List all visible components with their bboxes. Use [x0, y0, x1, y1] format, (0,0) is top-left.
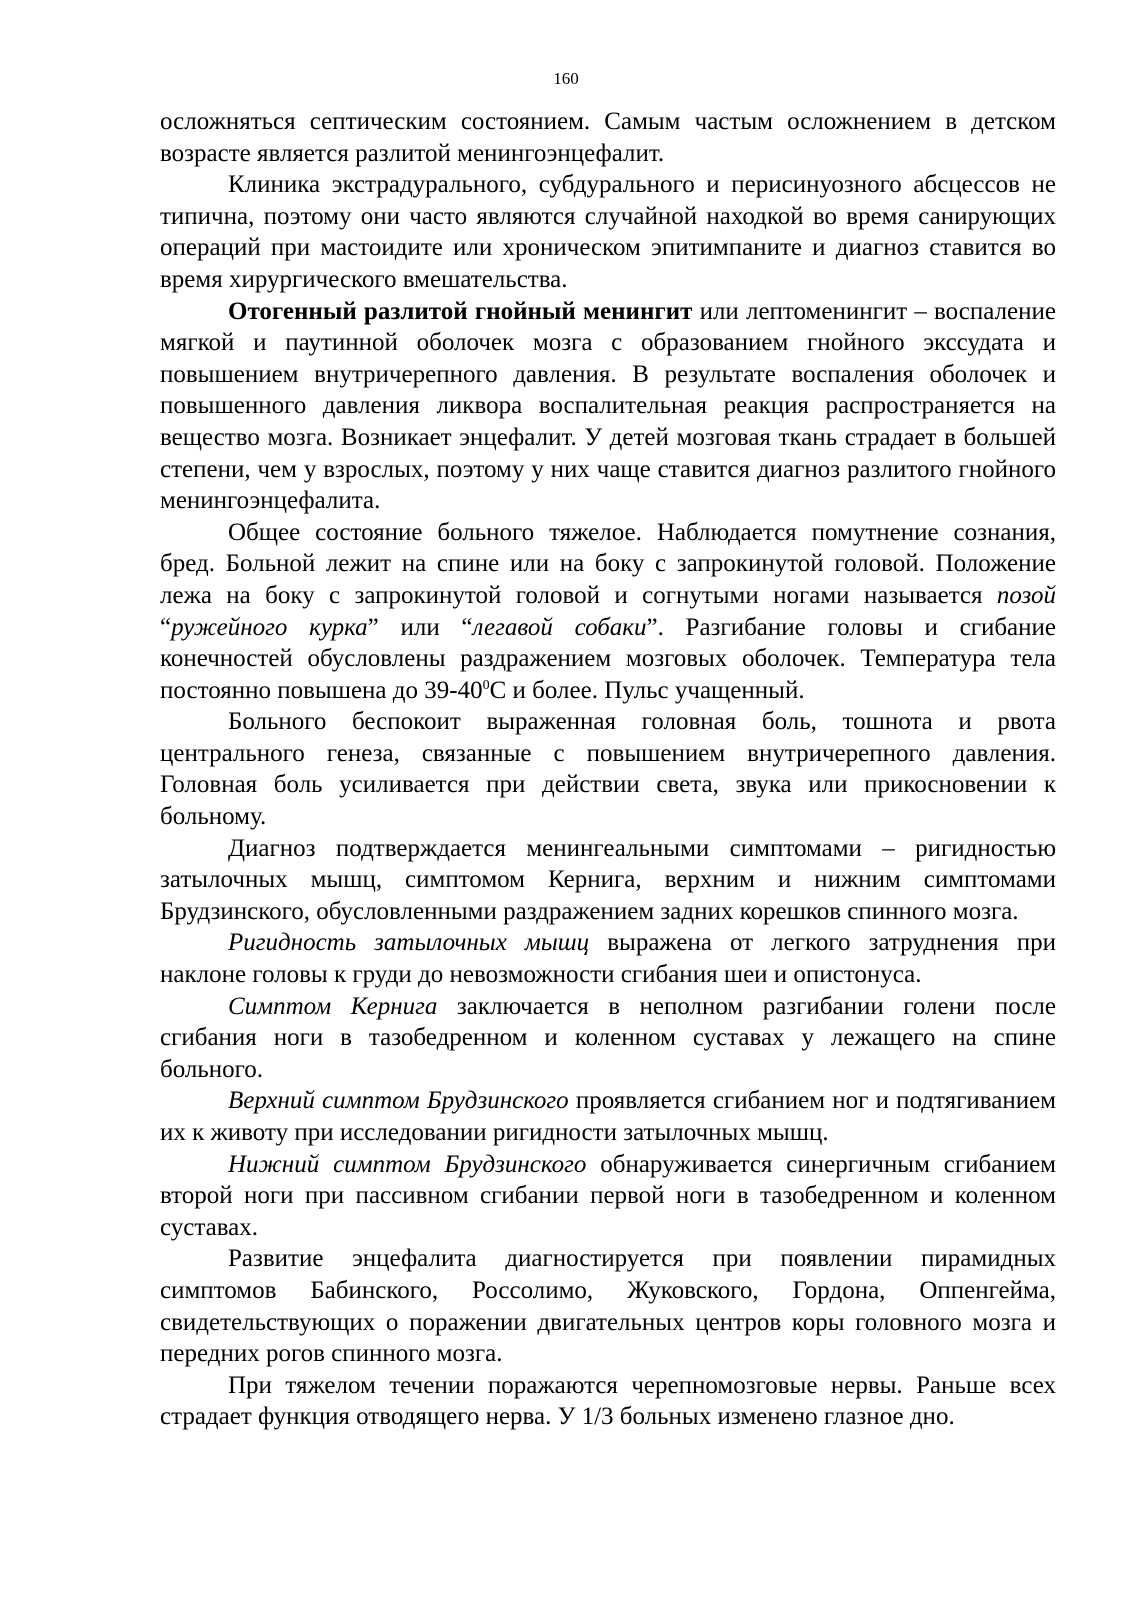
paragraph-4-text-e: С и более. Пульс учащенный. — [489, 676, 805, 704]
paragraph-2: Клиника экстрадурального, субдурального и перисинуозного абсцессов не типична, поэтому они часто являются случайной находкой во время санирующих операций при мастоидите или хроническом эпитимпаните и диагноз ставится во время хирургического вмешательства. — [160, 171, 1056, 293]
term-kernig-sign: Симптом Кернига — [228, 992, 438, 1020]
paragraph-7-text: выражена от легкого затруднения при наклоне головы к груди до невозможности сгибания шеи и опистонуса. — [160, 929, 1056, 989]
paragraph-4-text-a: Общее состояние больного тяжелое. Наблюдается помутнение сознания, бред. Больной лежит на спине или на боку с запрокинутой головой. Положение лежа на боку с запрокинутой головой и согнутыми ногами называется — [160, 518, 1056, 609]
paragraph-4 — [160, 517, 1056, 707]
paragraph-11: Развитие энцефалита диагностируется при появлении пирамидных симптомов Бабинского, Россолимо, Жуковского, Гордона, Оппенгейма, свидетельствующих о поражении двигательных центров коры головного мозга и передних рогов спинного мозга. — [160, 1245, 1056, 1368]
page-number: 160 — [553, 69, 579, 88]
paragraph-4-text-c: ” или “ — [367, 613, 473, 641]
term-gun-trigger: ружейного курка — [171, 613, 368, 641]
paragraph-3-text: или лептоменингит – воспаление мягкой и паутинной оболочек мозга с образованием гнойного экссудата и повышением внутричерепного давления. В результате воспаления оболочек и повышенного давления ликвора воспалительная реакция распространяется на вещество мозга. Возникает энцефалит. У детей мозговая ткань страдает в большей степени, чем у взрослых, поэтому у них чаще ставится диагноз разлитого гнойного менингоэнцефалита. — [160, 297, 1056, 515]
term-upper-brudzinski: Верхний симптом Брудзинского — [228, 1087, 569, 1115]
paragraph-6: Диагноз подтверждается менингеальными симптомами – ригидностью затылочных мышц, симптомом Кернига, верхним и нижним симптомами Брудзинского, обусловленными раздражением задних корешков спинного мозга. — [160, 834, 1056, 925]
paragraph-9-text: проявляется сгибанием ног и подтягиванием их к животу при исследовании ригидности затылочных мышц. — [160, 1087, 1056, 1146]
paragraph-10-text: обнаруживается синергичным сгибанием второй ноги при пассивном сгибании первой ноги в тазобедренном и коленном суставах. — [160, 1150, 1056, 1241]
paragraph-7 — [160, 927, 1056, 990]
paragraph-9 — [160, 1085, 1056, 1148]
paragraph-8 — [160, 991, 1056, 1086]
paragraph-4-text-d: ”. Разгибание головы и сгибание конечностей обусловлены раздражением мозговых оболочек. Температура тела постоянно повышена до 39-40 — [160, 613, 1056, 704]
paragraph-10 — [160, 1149, 1056, 1244]
term-pointer-dog: легавой собаки — [472, 613, 647, 641]
term-lower-brudzinski: Нижний симптом Брудзинского — [228, 1150, 587, 1178]
paragraph-5: Больного беспокоит выраженная головная боль, тошнота и рвота центрального генеза, связанные с повышением внутричерепного давления. Головная боль усиливается при действии света, звука или прикосновении к больному. — [160, 708, 1056, 831]
term-pose: позой — [996, 581, 1056, 609]
paragraph-12: При тяжелом течении поражаются черепномозговые нервы. Раньше всех страдает функция отводящего нерва. У 1/3 больных изменено глазное дно. — [160, 1371, 1056, 1431]
term-otogenic-meningitis: Отогенный разлитой гнойный менингит — [228, 297, 693, 325]
paragraph-1: осложняться септическим состоянием. Самым частым осложнением в детском возрасте является разлитой менингоэнцефалит. — [160, 108, 1056, 167]
term-neck-rigidity: Ригидность затылочных мышц — [228, 929, 590, 957]
paragraph-8-text: заключается в неполном разгибании голени после сгибания ноги в тазобедренном и коленном суставах у лежащего на спине больного. — [160, 992, 1056, 1083]
degree-superscript: 0 — [482, 677, 490, 693]
paragraph-4-text-b: “ — [160, 613, 172, 641]
paragraph-3 — [160, 296, 1056, 517]
body-text — [160, 106, 1056, 1433]
